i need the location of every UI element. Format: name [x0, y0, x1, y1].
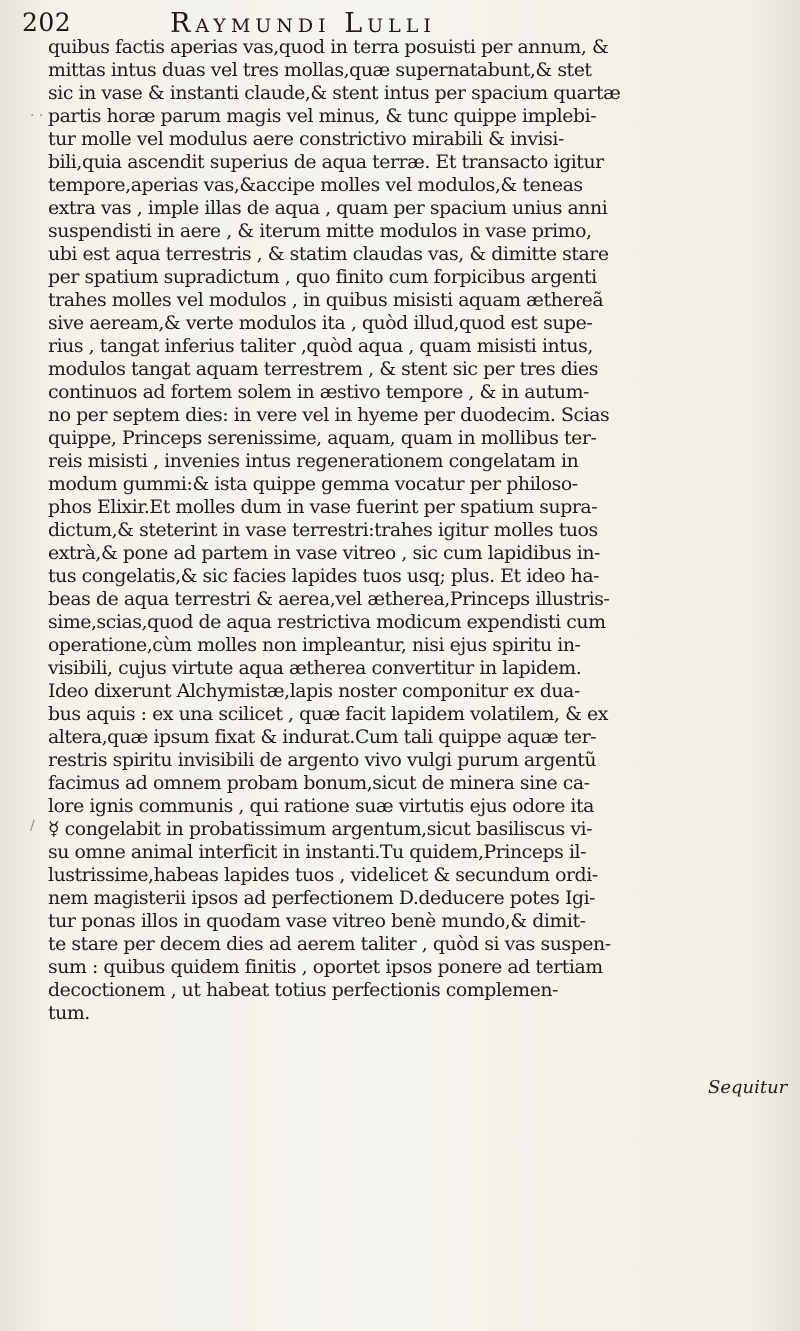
text-line: sime,scias,quod de aqua restrictiva modicum expendisti cum: [48, 611, 606, 633]
text-line: tur molle vel modulus aere constrictivo mirabili & invisi-: [48, 128, 564, 150]
text-line: tempore,aperias vas,&accipe molles vel modulos,& teneas: [48, 174, 583, 196]
text-line: sive aeream,& verte modulos ita , quòd illud,quod est supe-: [48, 312, 593, 334]
text-line: ☿ congelabit in probatissimum argentum,sicut basiliscus vi-: [48, 818, 593, 840]
catchword: Sequitur: [708, 1077, 788, 1098]
text-line: tum.: [48, 1002, 90, 1024]
text-line: tus congelatis,& sic facies lapides tuos usq; plus. Et ideo ha-: [48, 565, 600, 587]
text-line: continuos ad fortem solem in æstivo tempore , & in autum-: [48, 381, 589, 403]
text-line: facimus ad omnem probam bonum,sicut de minera sine ca-: [48, 772, 590, 794]
text-line: partis horæ parum magis vel minus, & tunc quippe implebi-: [48, 105, 597, 127]
text-line: restris spiritu invisibili de argento vivo vulgi purum argentũ: [48, 749, 597, 771]
running-head: Raymundi Lulli: [170, 8, 436, 39]
text-line: dictum,& steterint in vase terrestri:trahes igitur molles tuos: [48, 519, 598, 541]
body-text: [48, 36, 788, 1025]
text-line: quibus factis aperias vas,quod in terra posuisti per annum, &: [48, 36, 609, 58]
text-line: suspendisti in aere , & iterum mitte modulos in vase primo,: [48, 220, 592, 242]
text-line: lore ignis communis , qui ratione suæ virtutis ejus odore ita: [48, 795, 594, 817]
text-line: altera,quæ ipsum fixat & indurat.Cum tali quippe aquæ ter-: [48, 726, 597, 748]
text-line: su omne animal interficit in instanti.Tu quidem,Princeps il-: [48, 841, 587, 863]
text-line: mittas intus duas vel tres mollas,quæ supernatabunt,& stet: [48, 59, 592, 81]
text-line: te stare per decem dies ad aerem taliter , quòd si vas suspen-: [48, 933, 611, 955]
text-line: visibili, cujus virtute aqua ætherea convertitur in lapidem.: [48, 657, 582, 679]
text-line: extra vas , imple illas de aqua , quam per spacium unius anni: [48, 197, 608, 219]
text-line: nem magisterii ipsos ad perfectionem D.deducere potes Igi-: [48, 887, 596, 909]
text-line: phos Elixir.Et molles dum in vase fuerint per spatium supra-: [48, 496, 598, 518]
text-line: extrà,& pone ad partem in vase vitreo , sic cum lapidibus in-: [48, 542, 600, 564]
text-line: Ideo dixerunt Alchymistæ,lapis noster componitur ex dua-: [48, 680, 580, 702]
text-line: lustrissime,habeas lapides tuos , videlicet & secundum ordi-: [48, 864, 598, 886]
text-line: beas de aqua terrestri & aerea,vel ætherea,Princeps illustris-: [48, 588, 610, 610]
text-line: bus aquis : ex una scilicet , quæ facit lapidem volatilem, & ex: [48, 703, 608, 725]
page-number: 202: [22, 8, 72, 37]
text-line: modulos tangat aquam terrestrem , & stent sic per tres dies: [48, 358, 598, 380]
text-line: ubi est aqua terrestris , & statim claudas vas, & dimitte stare: [48, 243, 609, 265]
text-line: no per septem dies: in vere vel in hyeme per duodecim. Scias: [48, 404, 610, 426]
text-line: trahes molles vel modulos , in quibus misisti aquam æthereã: [48, 289, 604, 311]
text-line: reis misisti , invenies intus regenerationem congelatam in: [48, 450, 579, 472]
text-line: per spatium supradictum , quo finito cum forpicibus argenti: [48, 266, 597, 288]
text-line: tur ponas illos in quodam vase vitreo benè mundo,& dimit-: [48, 910, 586, 932]
text-line: modum gummi:& ista quippe gemma vocatur per philoso-: [48, 473, 578, 495]
text-line: sum : quibus quidem finitis , oportet ipsos ponere ad tertiam: [48, 956, 603, 978]
text-line: bili,quia ascendit superius de aqua terræ. Et transacto igitur: [48, 151, 604, 173]
text-line: quippe, Princeps serenissime, aquam, quam in mollibus ter-: [48, 427, 597, 449]
text-line: decoctionem , ut habeat totius perfectionis complemen-: [48, 979, 558, 1001]
margin-dots: · ·: [30, 108, 44, 124]
text-line: rius , tangat inferius taliter ,quòd aqua , quam misisti intus,: [48, 335, 593, 357]
page-header: [22, 8, 782, 38]
text-line: sic in vase & instanti claude,& stent intus per spacium quartæ: [48, 82, 621, 104]
margin-mark: /: [30, 818, 35, 834]
text-line: operatione,cùm molles non impleantur, nisi ejus spiritu in-: [48, 634, 581, 656]
